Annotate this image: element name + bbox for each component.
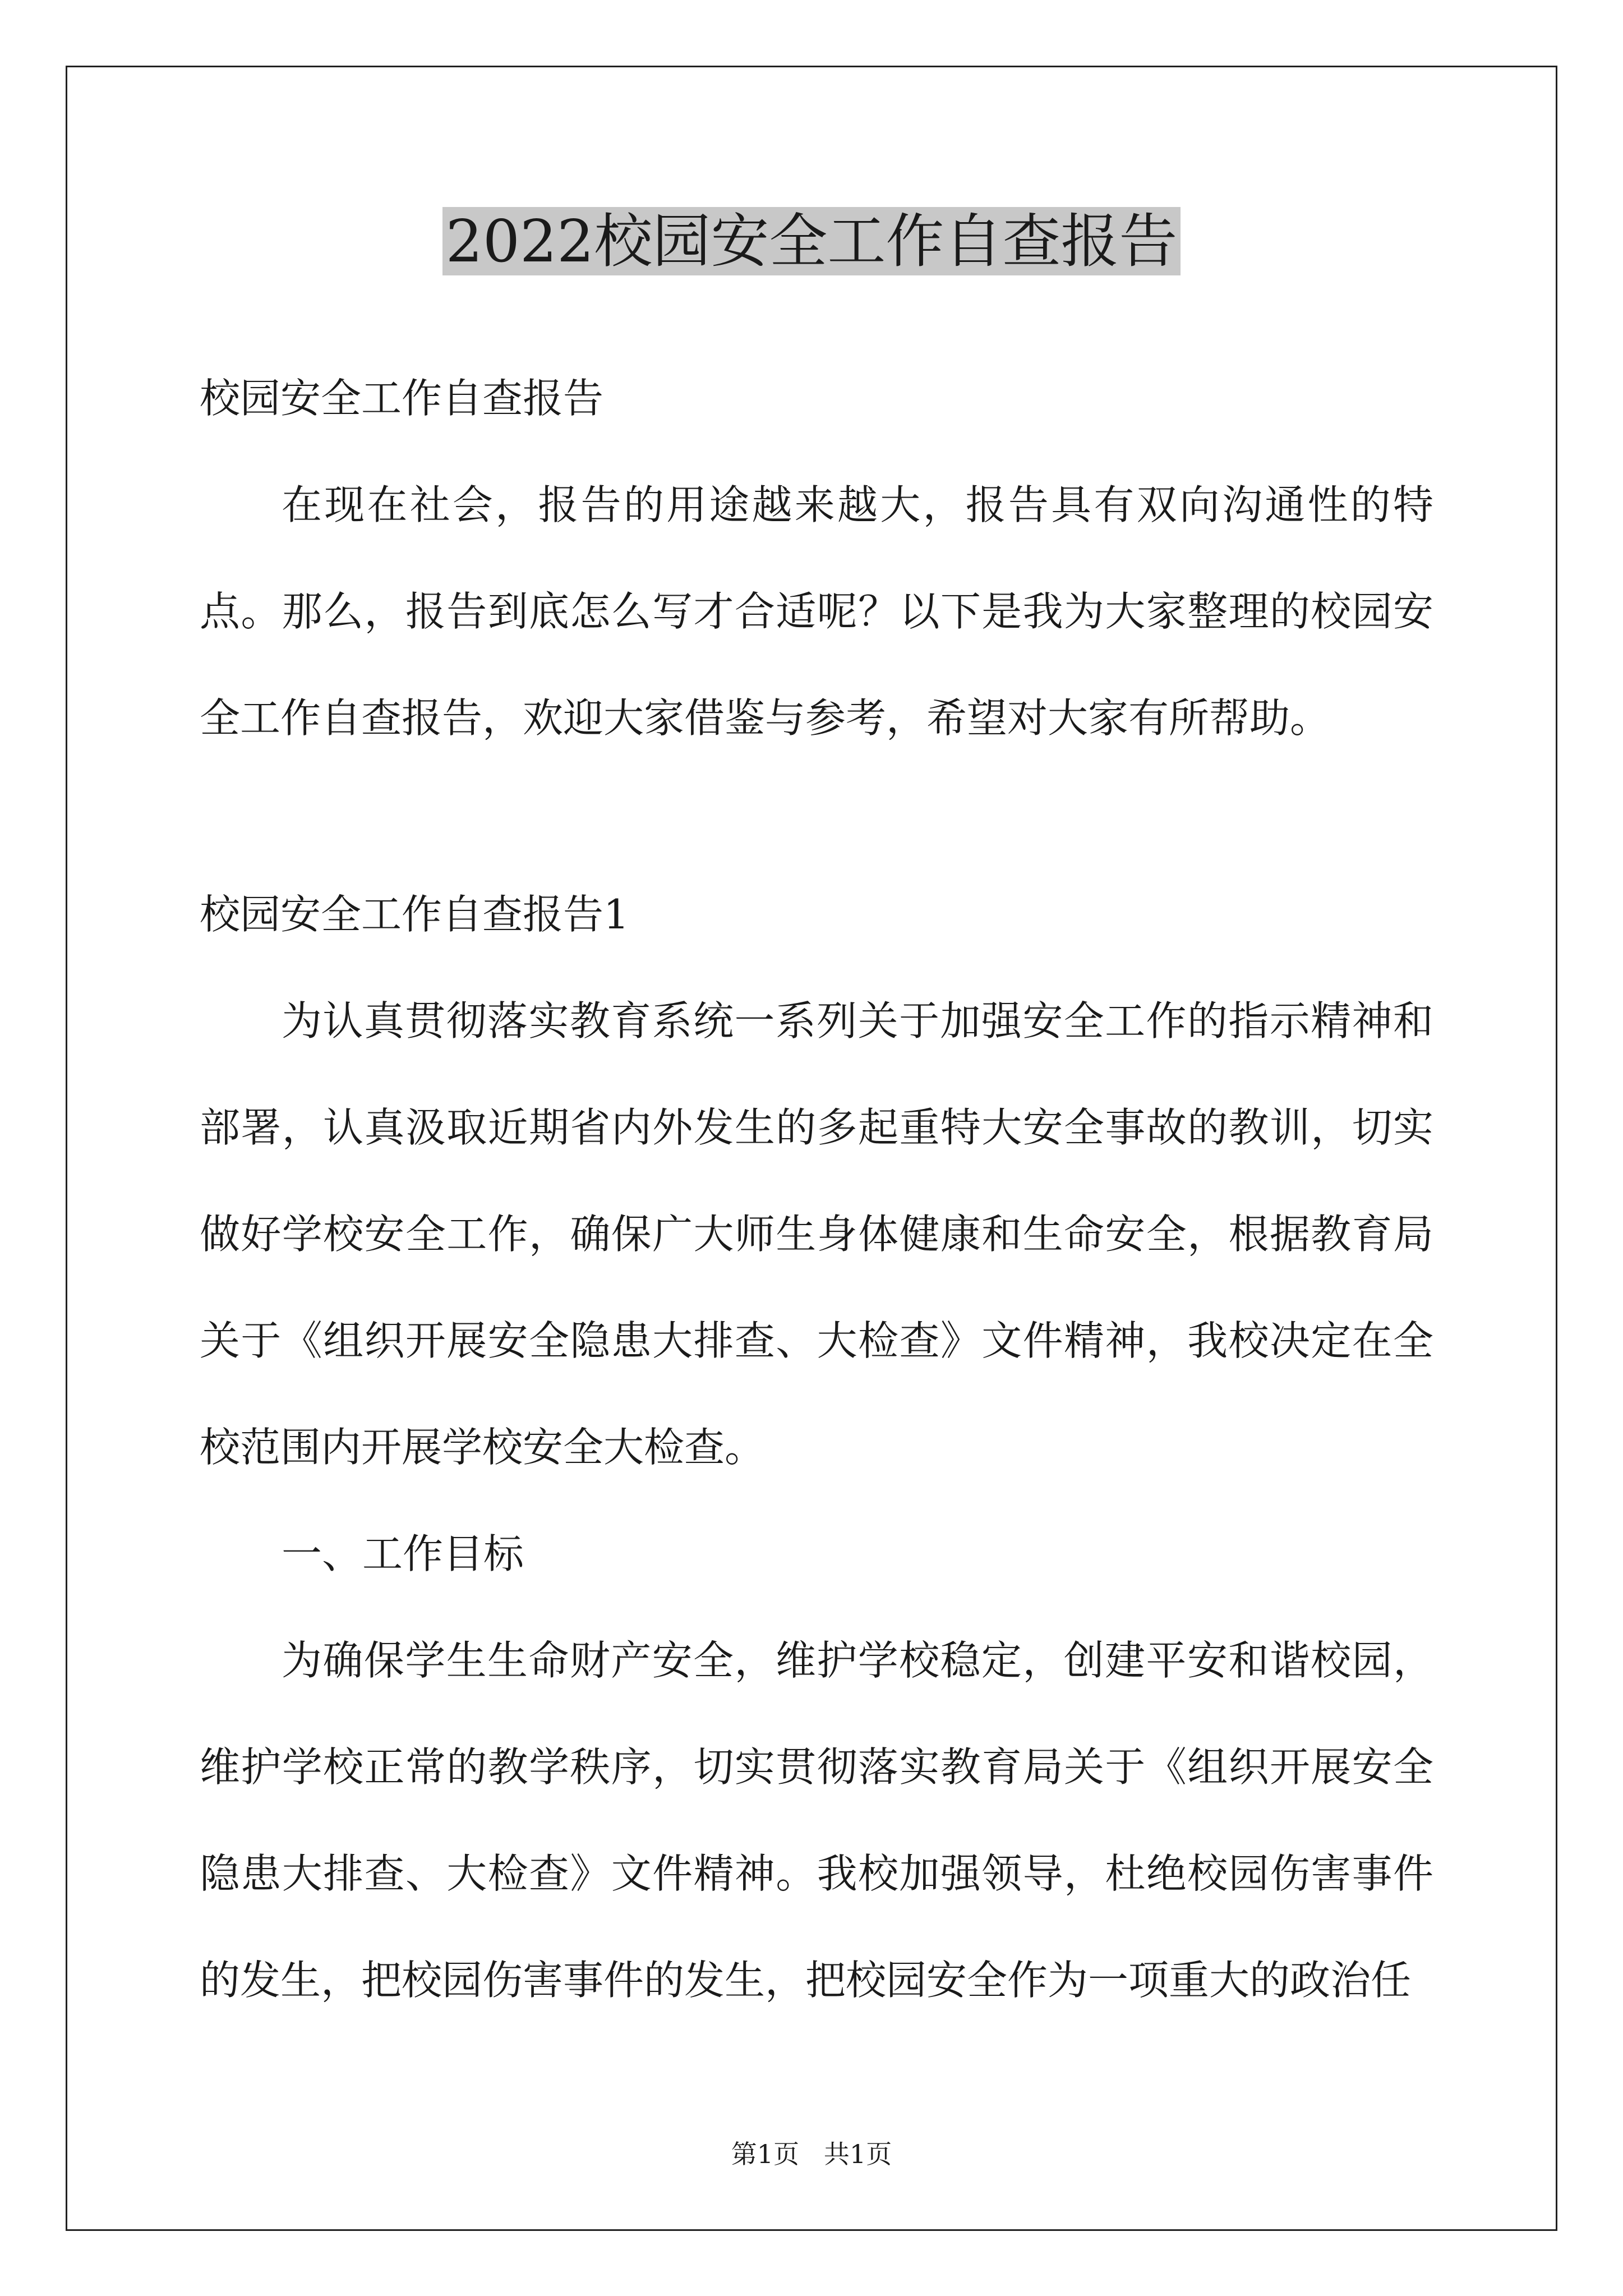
document-subtitle: 校园安全工作自查报告 [200, 375, 604, 422]
page-footer: 第1页 共1页 [731, 2139, 892, 2169]
intro-paragraph: 在现在社会，报告的用途越来越大，报告具有双向沟通性的特点。那么，报告到底怎么写才合适呢？以下是我为大家整理的校园安全工作自查报告，欢迎大家借鉴与参考，希望对大家有所帮助。 [200, 481, 1433, 742]
document-title [0, 205, 1623, 278]
section-heading: 校园安全工作自查报告1 [200, 891, 629, 938]
body-paragraph-1: 为认真贯彻落实教育系统一系列关于加强安全工作的指示精神和部署，认真汲取近期省内外发生的多起重特大安全事故的教训，切实做好学校安全工作，确保广大师生身体健康和生命安全，根据教育局关于《组织开展安全隐患大排查、大检查》文件精神，我校决定在全校范围内开展学校安全大检查。 [200, 997, 1433, 1471]
subheading-work-goals: 一、工作目标 [282, 1530, 524, 1577]
document-title-text: 2022校园安全工作自查报告 [442, 207, 1181, 275]
section-spacer [200, 771, 1433, 861]
body-paragraph-2: 为确保学生生命财产安全，维护学校稳定，创建平安和谐校园，维护学校正常的教学秩序，切实贯彻落实教育局关于《组织开展安全隐患大排查、大检查》文件精神。我校加强领导，杜绝校园伤害事件的发生，把校园伤害事件的发生，把校园安全作为一项重大的政治任 [200, 1637, 1433, 2004]
document-body [200, 345, 1433, 2033]
